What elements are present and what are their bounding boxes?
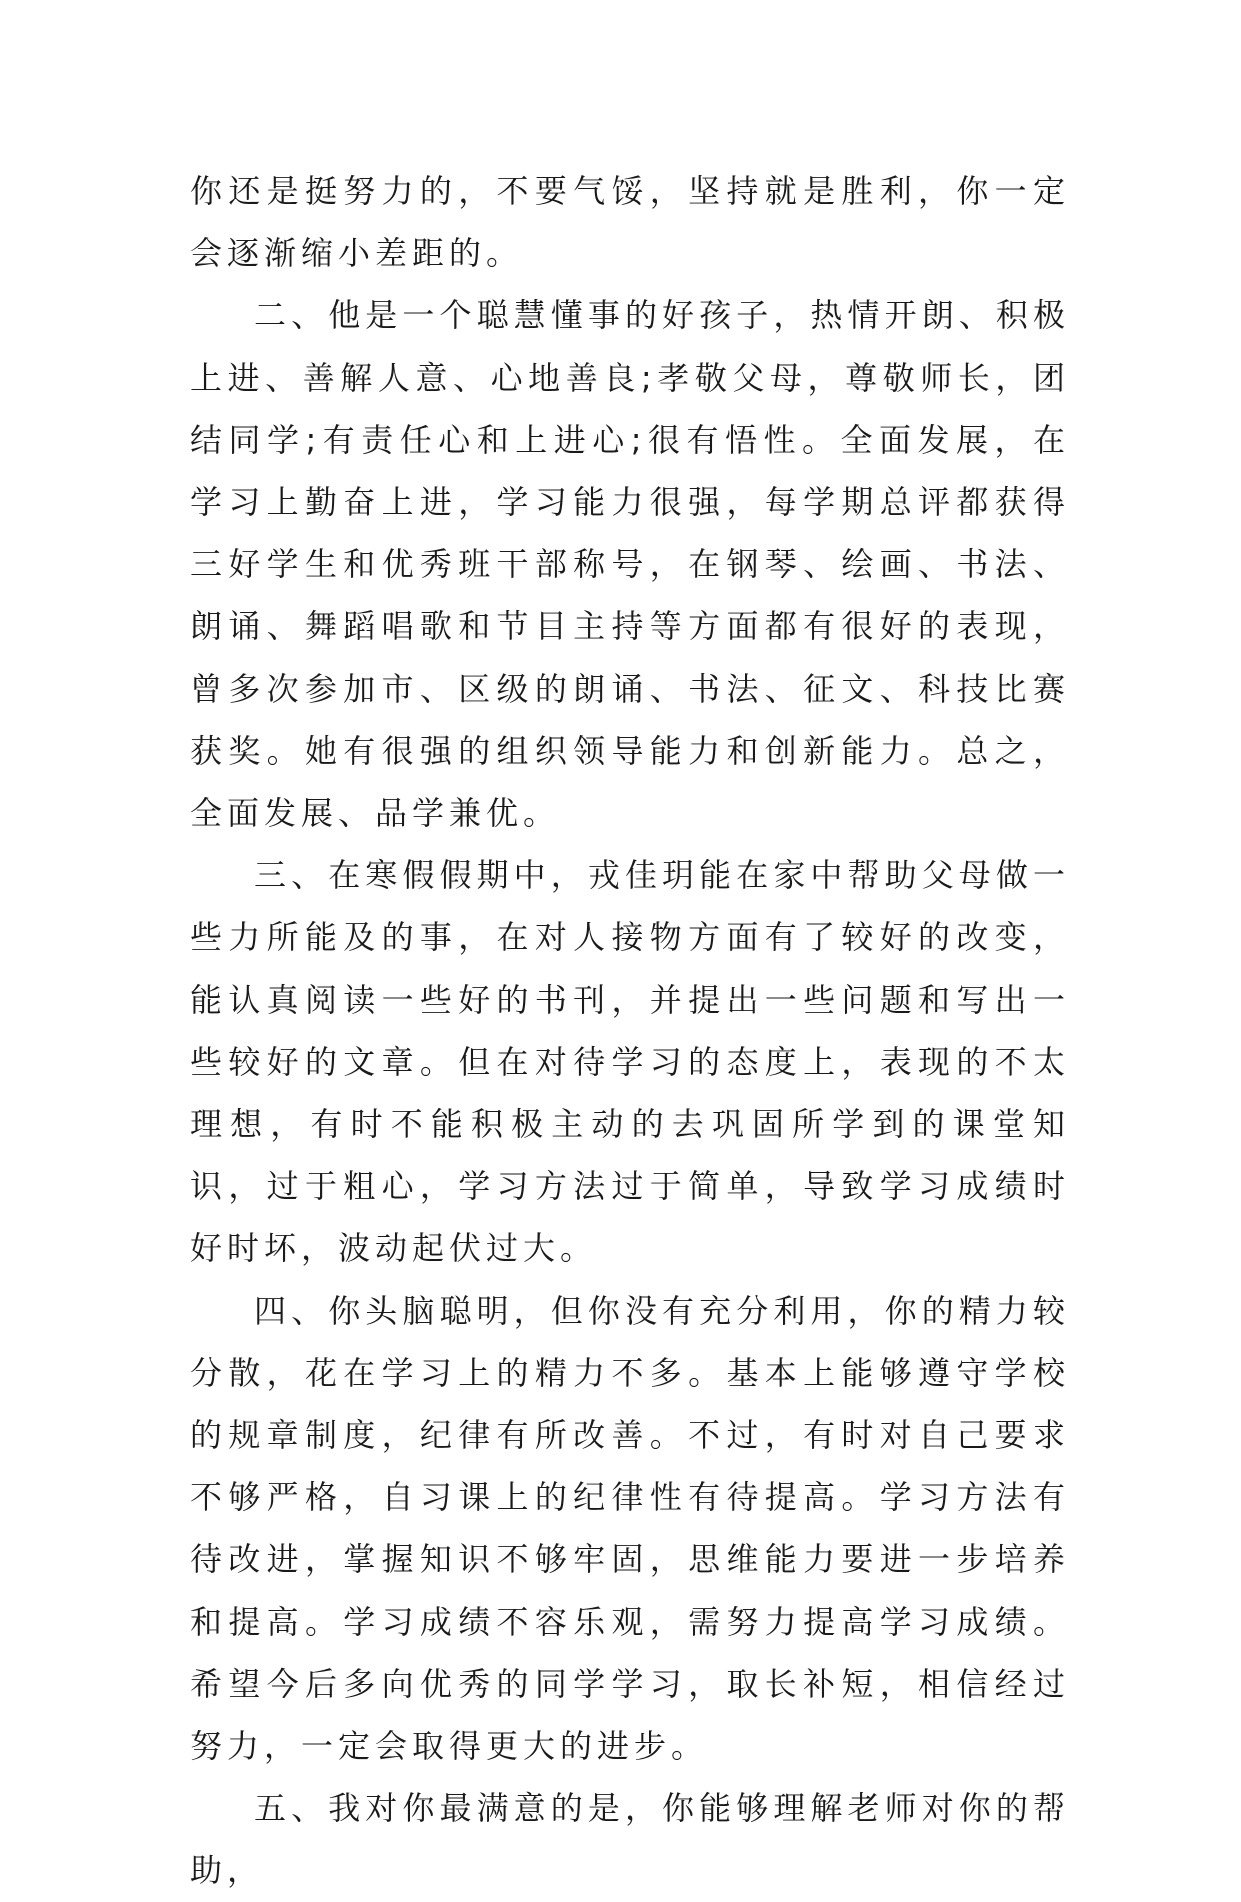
document-body — [190, 160, 1070, 1902]
paragraph-item-2: 二、他是一个聪慧懂事的好孩子，热情开朗、积极上进、善解人意、心地善良;孝敬父母，尊敬师长，团结同学;有责任心和上进心;很有悟性。全面发展，在学习上勤奋上进，学习能力很强，每学期总评都获得三好学生和优秀班干部称号，在钢琴、绘画、书法、朗诵、舞蹈唱歌和节目主持等方面都有很好的表现，曾多次参加市、区级的朗诵、书法、征文、科技比赛获奖。她有很强的组织领导能力和创新能力。总之，全面发展、品学兼优。 — [190, 296, 1070, 833]
paragraph-item-4: 四、你头脑聪明，但你没有充分利用，你的精力较分散，花在学习上的精力不多。基本上能够遵守学校的规章制度，纪律有所改善。不过，有时对自己要求不够严格，自习课上的纪律性有待提高。学习方法有待改进，掌握知识不够牢固，思维能力要进一步培养和提高。学习成绩不容乐观，需努力提高学习成绩。希望今后多向优秀的同学学习，取长补短，相信经过努力，一定会取得更大的进步。 — [190, 1291, 1070, 1766]
paragraph-item-5: 五、我对你最满意的是，你能够理解老师对你的帮助， — [190, 1789, 1070, 1890]
paragraph-item-3: 三、在寒假假期中，戎佳玥能在家中帮助父母做一些力所能及的事，在对人接物方面有了较好的改变，能认真阅读一些好的书刊，并提出一些问题和写出一些较好的文章。但在对待学习的态度上，表现的不太理想，有时不能积极主动的去巩固所学到的课堂知识，过于粗心，学习方法过于简单，导致学习成绩时好时坏，波动起伏过大。 — [190, 856, 1070, 1268]
paragraph-continuation: 你还是挺努力的，不要气馁，坚持就是胜利，你一定会逐渐缩小差距的。 — [190, 172, 1070, 273]
